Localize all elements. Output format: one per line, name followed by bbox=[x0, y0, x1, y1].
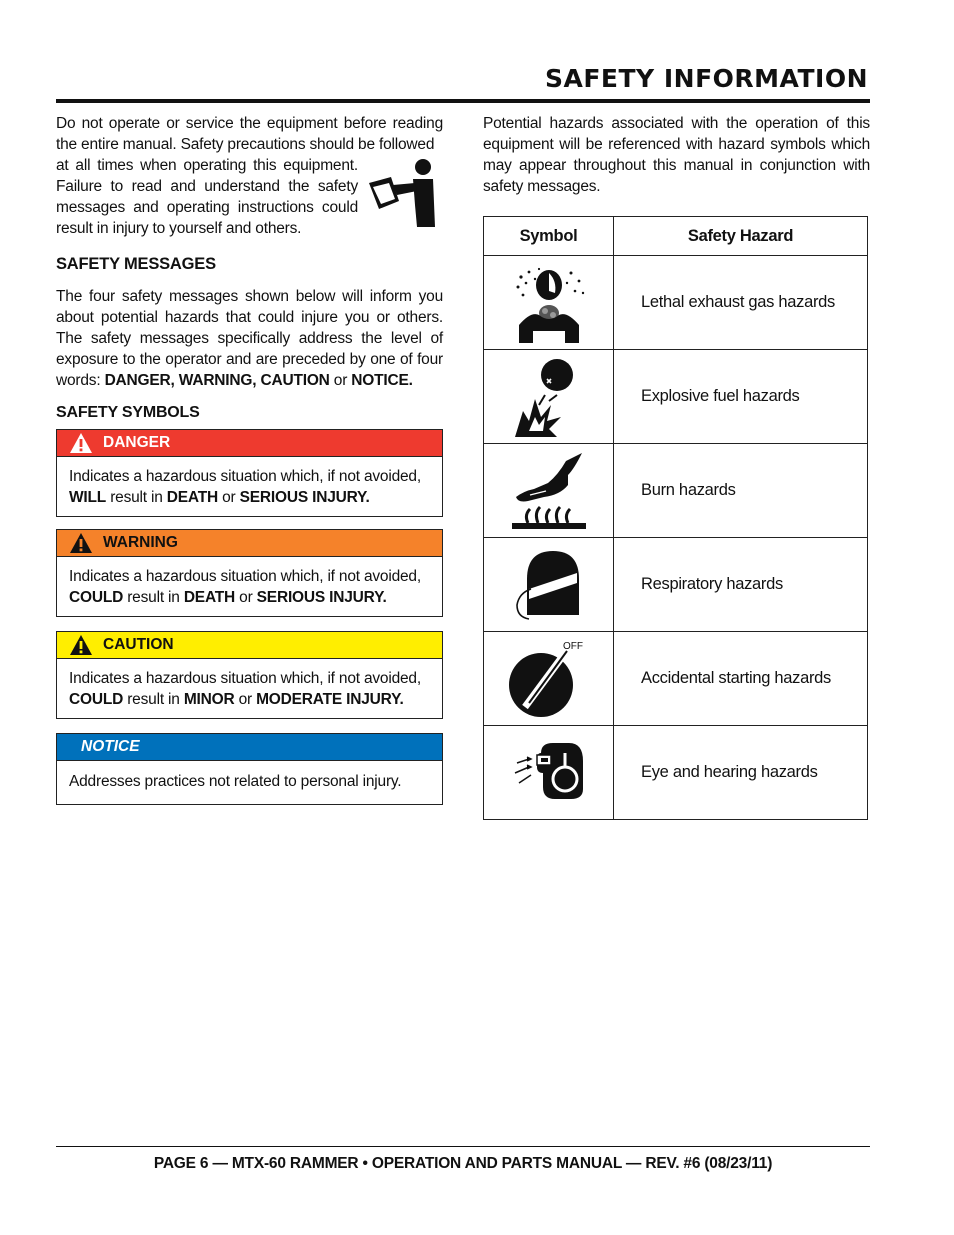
accidental-start-icon bbox=[507, 637, 591, 721]
notice-box bbox=[56, 733, 443, 805]
caution-box bbox=[56, 631, 443, 719]
title-rule bbox=[56, 99, 870, 103]
column-header-hazard: Safety Hazard bbox=[614, 217, 868, 256]
eye-ear-protection-icon bbox=[509, 733, 589, 813]
danger-label: DANGER bbox=[103, 434, 171, 451]
read-manual-icon bbox=[365, 157, 443, 227]
symbol-cell bbox=[484, 444, 614, 538]
table-row bbox=[484, 444, 868, 538]
notice-label: NOTICE bbox=[81, 738, 140, 755]
hazards-intro: Potential hazards associated with the operation of this equipment will be referenced with hazard symbols which may appear throughout this manual in conjunction with safety messages. bbox=[483, 115, 870, 195]
left-column bbox=[56, 113, 443, 817]
hazard-label: Explosive fuel hazards bbox=[614, 350, 868, 444]
hazard-label: Lethal exhaust gas hazards bbox=[614, 256, 868, 350]
caution-text: Indicates a hazardous situation which, if not avoided, COULD result in MINOR or MODERATE INJURY. bbox=[69, 670, 421, 708]
off-label: OFF bbox=[562, 640, 583, 652]
burn-hand-icon bbox=[508, 451, 590, 531]
notice-text: Addresses practices not related to personal injury. bbox=[69, 773, 402, 790]
table-row bbox=[484, 538, 868, 632]
exhaust-gas-icon bbox=[509, 263, 589, 343]
symbol-cell bbox=[484, 350, 614, 444]
alert-triangle-icon bbox=[69, 634, 93, 656]
symbol-cell bbox=[484, 538, 614, 632]
hazard-table bbox=[483, 216, 868, 820]
warning-header bbox=[57, 530, 442, 557]
table-header-row bbox=[484, 217, 868, 256]
table-row bbox=[484, 256, 868, 350]
hazard-label: Accidental starting hazards bbox=[614, 632, 868, 726]
hazard-label: Respiratory hazards bbox=[614, 538, 868, 632]
warning-label: WARNING bbox=[103, 534, 178, 551]
respirator-icon bbox=[509, 545, 589, 625]
page-footer: PAGE 6 — MTX-60 RAMMER • OPERATION AND PARTS MANUAL — REV. #6 (08/23/11) bbox=[153, 1155, 773, 1172]
page-title: SAFETY INFORMATION bbox=[545, 64, 868, 93]
hazard-label: Eye and hearing hazards bbox=[614, 726, 868, 820]
intro-paragraph-2: at all times when operating this equipment. Failure to read and understand the safety messages and operating instructions could result in injury to yourself and others. bbox=[56, 157, 358, 237]
column-header-symbol: Symbol bbox=[484, 217, 614, 256]
danger-box bbox=[56, 429, 443, 517]
notice-header bbox=[57, 734, 442, 761]
explosion-icon bbox=[509, 355, 589, 439]
alert-triangle-icon bbox=[69, 432, 93, 454]
warning-text: Indicates a hazardous situation which, if not avoided, COULD result in DEATH or SERIOUS INJURY. bbox=[69, 568, 421, 606]
alert-triangle-icon bbox=[69, 532, 93, 554]
intro-section bbox=[56, 113, 443, 239]
symbol-cell bbox=[484, 726, 614, 820]
safety-messages-heading: SAFETY MESSAGES bbox=[56, 255, 216, 273]
table-row bbox=[484, 726, 868, 820]
table-row bbox=[484, 350, 868, 444]
symbol-cell bbox=[484, 256, 614, 350]
table-row bbox=[484, 632, 868, 726]
intro-paragraph-1: Do not operate or service the equipment before reading the entire manual. Safety precautions should be followed bbox=[56, 115, 443, 153]
safety-messages-text: The four safety messages shown below will inform you about potential hazards that could injure you or others. The safety messages specifically address the level of exposure to the operator and are preceded by one of four words: DANGER, WARNING, CAUTION or NOTICE. bbox=[56, 288, 443, 389]
danger-text: Indicates a hazardous situation which, if not avoided, WILL result in DEATH or SERIOUS INJURY. bbox=[69, 468, 421, 506]
right-column bbox=[483, 113, 870, 820]
symbol-cell bbox=[484, 632, 614, 726]
footer-rule bbox=[56, 1146, 870, 1147]
caution-header bbox=[57, 632, 442, 659]
safety-symbols-heading: SAFETY SYMBOLS bbox=[56, 404, 200, 421]
hazard-label: Burn hazards bbox=[614, 444, 868, 538]
warning-box bbox=[56, 529, 443, 617]
danger-header bbox=[57, 430, 442, 457]
caution-label: CAUTION bbox=[103, 636, 174, 653]
